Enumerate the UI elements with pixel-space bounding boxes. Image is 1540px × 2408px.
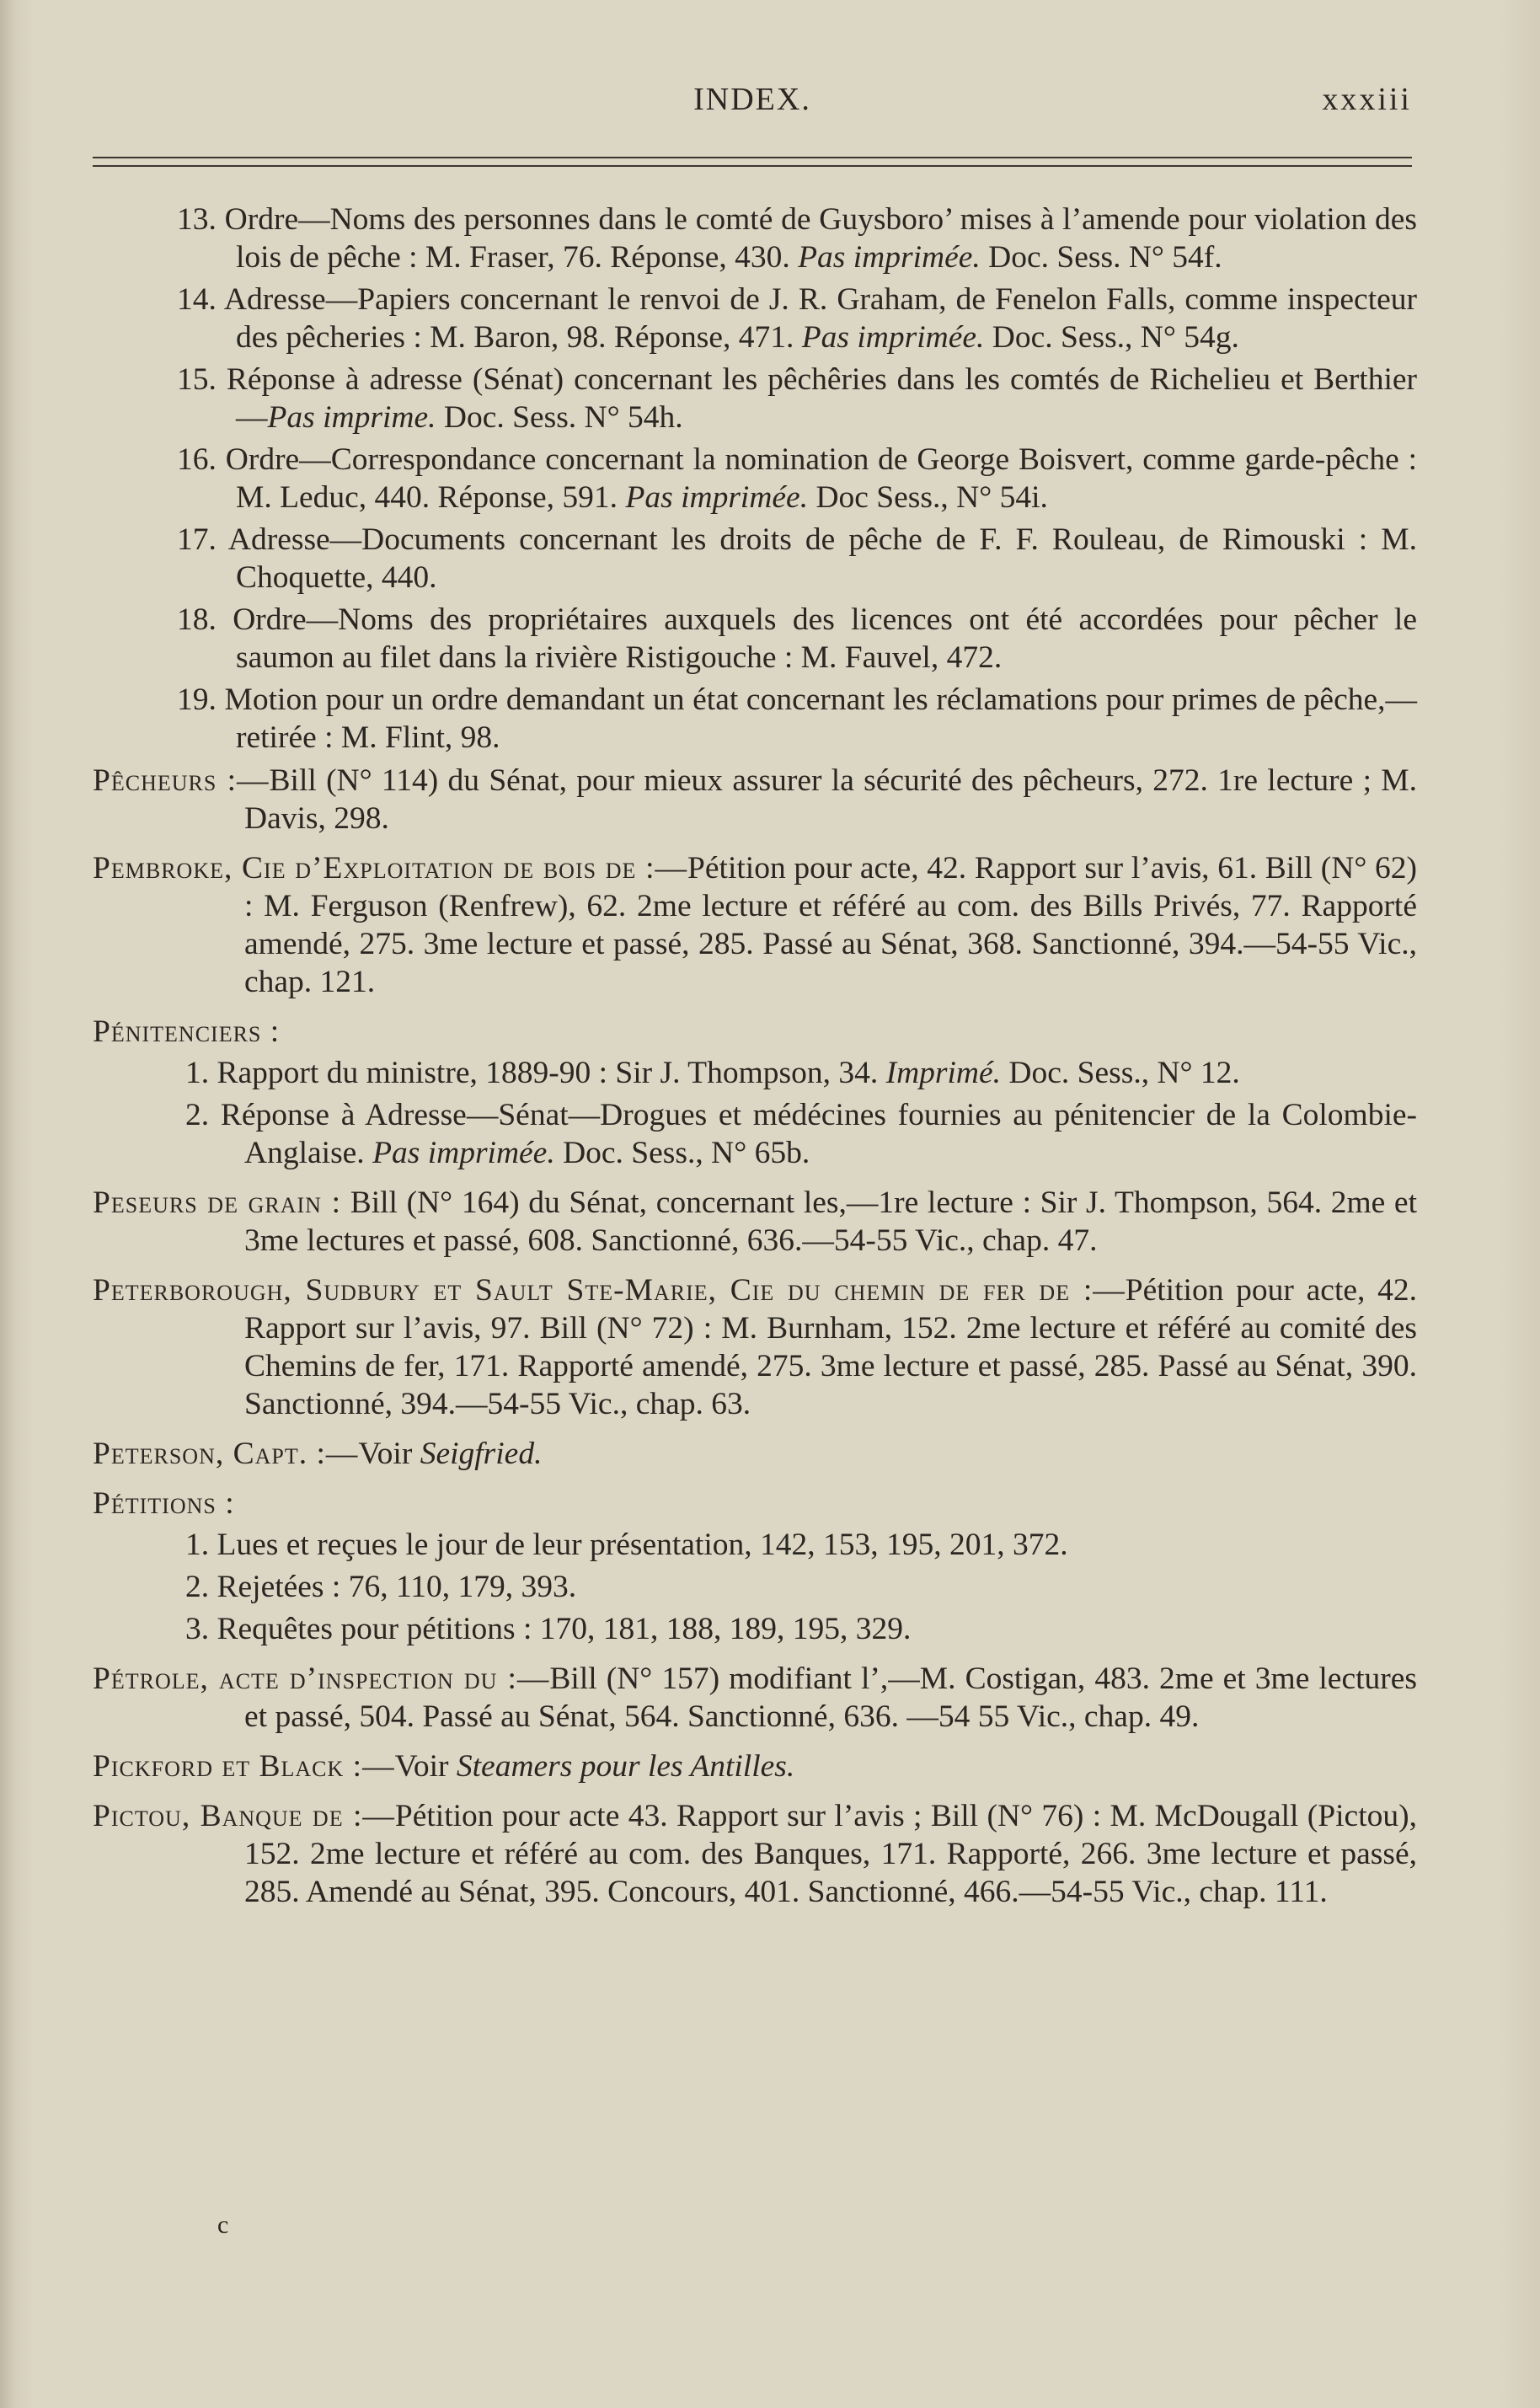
entry-heading: Pêcheurs :— [93,763,270,798]
list-item: 14. Adresse—Papiers concernant le renvoi de J. R. Graham, de Fenelon Falls, comme inspecteur des pêcheries : M. Baron, 98. Réponse, 471. Pas imprimée. Doc. Sess., N° 54g. [177,282,1417,355]
index-entry-pecheurs: Pêcheurs :—Bill (N° 114) du Sénat, pour mieux assurer la sécurité des pêcheurs, 272. 1re lecture ; M. Davis, 298. [93,763,1417,836]
entry-heading: Pickford et Black :— [93,1749,395,1784]
list-item: 16. Ordre—Correspondance concernant la nomination de George Boisvert, comme garde-pêche : M. Leduc, 440. Réponse, 591. Pas imprimée. Doc Sess., N° 54i. [177,442,1418,515]
index-entry-pickford: Pickford et Black :—Voir Steamers pour les Antilles. [93,1749,795,1784]
running-header [93,81,1412,123]
list-item: 1. Rapport du ministre, 1889-90 : Sir J. Thompson, 34. Imprimé. Doc. Sess., N° 12. [185,1056,1240,1090]
entry-heading: Pembroke, Cie d’Exploitation de bois de :— [93,851,688,886]
index-body [93,201,1417,1911]
page-number: xxxiii [1322,82,1412,117]
entry-heading: Peseurs de grain : [93,1185,342,1220]
list-item: 17. Adresse—Documents concernant les droits de pêche de F. F. Rouleau, de Rimouski : M. Choquette, 440. [177,522,1417,595]
entry-heading: Peterborough, Sudbury et Sault Ste-Marie, Cie du chemin de fer de :— [93,1273,1126,1308]
index-entry-peseurs: Peseurs de grain : Bill (N° 164) du Sénat, concernant les,—1re lecture : Sir J. Thompson, 564. 2me et 3me lectures et passé, 608. Sanctionné, 636.—54-55 Vic., chap. 47. [93,1185,1417,1258]
page-title: INDEX. [693,82,811,117]
entry-heading: Pétrole, acte d’inspection du :— [93,1662,550,1696]
index-entry-petrole: Pétrole, acte d’inspection du :—Bill (N° 157) modifiant l’,—M. Costigan, 483. 2me et 3me lectures et passé, 504. Passé au Sénat, 564. Sanctionné, 636. —54 55 Vic., chap. 49. [93,1662,1417,1734]
list-item: 1. Lues et reçues le jour de leur présentation, 142, 153, 195, 201, 372. [185,1528,1068,1562]
signature-mark: c [217,2211,229,2239]
entry-heading: Pictou, Banque de :— [93,1799,395,1833]
index-entry-peterborough: Peterborough, Sudbury et Sault Ste-Marie, Cie du chemin de fer de :—Pétition pour acte, 42. Rapport sur l’avis, 97. Bill (N° 72) : M. Burnham, 152. 2me lecture et référé au comité des Chemins de fer, 171. Rapporté amendé, 275. 3me lecture et passé, 285. Passé au Sénat, 390. Sanctionné, 394.—54-55 Vic., chap. 63. [93,1273,1418,1421]
header-rule-bottom [93,165,1412,167]
list-item: 19. Motion pour un ordre demandant un état concernant les réclamations pour primes de pêche,—retirée : M. Flint, 98. [177,682,1417,755]
entry-heading: Peterson, Capt. :— [93,1437,359,1471]
index-entry-pictou: Pictou, Banque de :—Pétition pour acte 43. Rapport sur l’avis ; Bill (N° 76) : M. McDougall (Pictou), 152. 2me lecture et référé au com. des Banques, 171. Rapporté, 266. 3me lecture et passé, 285. Amendé au Sénat, 395. Concours, 401. Sanctionné, 466.—54-55 Vic., chap. 111. [93,1799,1417,1909]
list-item: 2. Rejetées : 76, 110, 179, 393. [185,1570,577,1604]
index-entry-petitions [93,1485,1417,1522]
list-item: 18. Ordre—Noms des propriétaires auxquels des licences ont été accordées pour pêcher le saumon au filet dans la rivière Ristigouche : M. Fauvel, 472. [177,602,1417,675]
header-rule-top [93,157,1412,158]
list-item: 15. Réponse à adresse (Sénat) concernant les pêchêries dans les comtés de Richelieu et Berthier—Pas imprime. Doc. Sess. N° 54h. [177,362,1417,435]
list-item: 2. Réponse à Adresse—Sénat—Drogues et médécines fournies au pénitencier de la Colombie-Anglaise. Pas imprimée. Doc. Sess., N° 65b. [185,1098,1417,1170]
entry-heading: Pénitenciers : [93,1014,281,1049]
entry-heading: Pétitions : [93,1486,235,1521]
index-entry-penitenciers [93,1013,1417,1051]
list-item: 13. Ordre—Noms des personnes dans le comté de Guysboro’ mises à l’amende pour violation des lois de pêche : M. Fraser, 76. Réponse, 430. Pas imprimée. Doc. Sess. N° 54f. [177,202,1417,275]
list-item: 3. Requêtes pour pétitions : 170, 181, 188, 189, 195, 329. [185,1612,912,1646]
index-entry-pembroke: Pembroke, Cie d’Exploitation de bois de :—Pétition pour acte, 42. Rapport sur l’avis, 61. Bill (N° 62) : M. Ferguson (Renfrew), 62. 2me lecture et référé au com. des Bills Privés, 77. Rapporté amendé, 275. 3me lecture et passé, 285. Passé au Sénat, 368. Sanctionné, 394.—54-55 Vic., chap. 121. [93,851,1418,999]
index-entry-peterson: Peterson, Capt. :—Voir Seigfried. [93,1437,543,1471]
